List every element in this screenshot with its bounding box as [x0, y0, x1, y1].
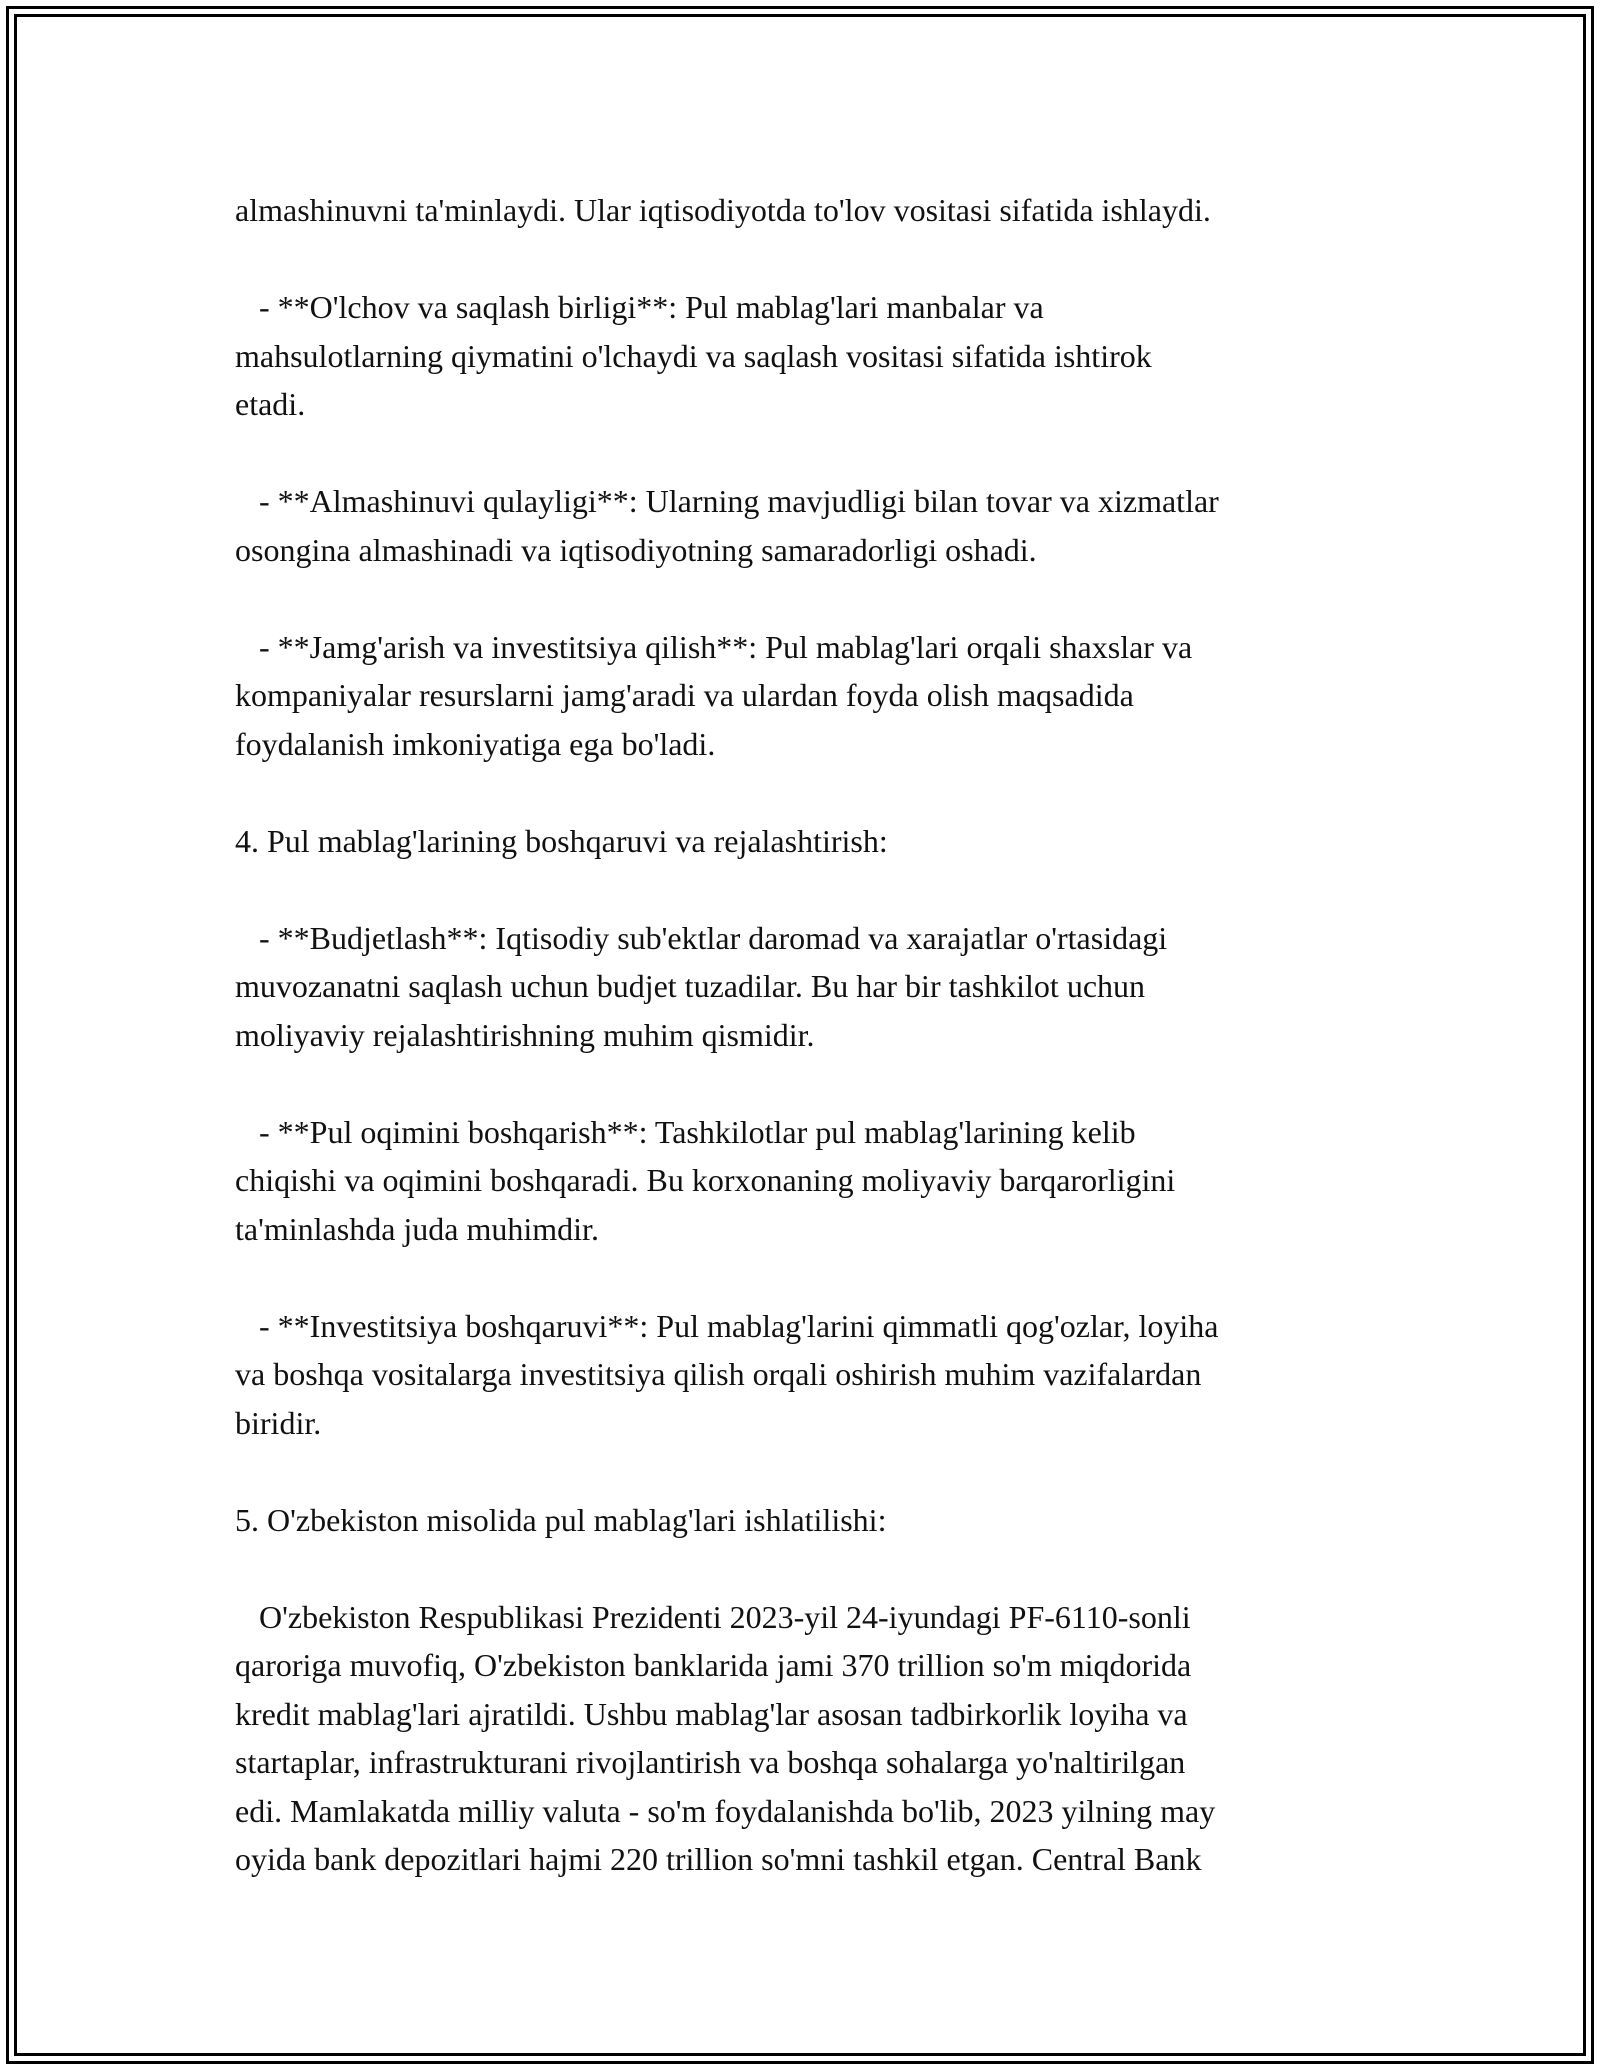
paragraph-cash-flow: - **Pul oqimini boshqarish**: Tashkilotlar pul mablag'larining kelib chiqishi va oqimini boshqaradi. Bu korxonaning moliyaviy barqarorligini ta'minlashda juda muhimdir.: [235, 1113, 1176, 1247]
paragraph-budgeting: - **Budjetlash**: Iqtisodiy sub'ektlar daromad va xarajatlar o'rtasidagi muvozanatni saqlash uchun budjet tuzadilar. Bu har bir tashkilot uchun moliyaviy rejalashtirishning muhim qismidir.: [235, 919, 1168, 1053]
paragraph-gap: [235, 1544, 1375, 1593]
paragraph-measure-store: - **O'lchov va saqlash birligi**: Pul mablag'lari manbalar va mahsulotlarning qiymatini o'lchaydi va saqlash vositasi sifatida ishtirok etadi.: [235, 289, 1152, 422]
paragraph-gap: [235, 1253, 1375, 1302]
paragraph-gap: [235, 429, 1375, 478]
paragraph-saving-investment: - **Jamg'arish va investitsiya qilish**: Pul mablag'lari orqali shaxslar va kompaniyalar resurslarni jamg'aradi va ulardan foyda olish maqsadida foydalanish imkoniyatiga ega bo'ladi.: [235, 628, 1193, 762]
paragraph-exchange-intro: almashinuvni ta'minlaydi. Ular iqtisodiyotda to'lov vositasi sifatida ishlaydi.: [235, 192, 1211, 228]
paragraph-gap: [235, 235, 1375, 284]
paragraph-investment-management: - **Investitsiya boshqaruvi**: Pul mablag'larini qimmatli qog'ozlar, loyiha va boshqa vositalarga investitsiya qilish orqali oshirish muhim vazifalardan biridir.: [235, 1307, 1219, 1441]
paragraph-gap: [235, 1059, 1375, 1108]
paragraph-gap: [235, 768, 1375, 817]
paragraph-uzbekistan-example: O'zbekiston Respublikasi Prezidenti 2023-yil 24-iyundagi PF-6110-sonli qaroriga muvofiq, O'zbekiston banklarida jami 370 trillion so'm miqdorida kredit mablag'lari ajratildi. Ushbu mablag'lar asosan tadbirkorlik loyiha va startaplar, infrastrukturani rivojlantirish va boshqa sohalarga yo'naltirilgan edi. Mamlakatda milliy valuta - so'm foydalanishda bo'lib, 2023 yilning may oyida bank depozitlari hajmi 220 trillion so'mni tashkil etgan. Central Bank: [235, 1598, 1216, 1877]
paragraph-gap: [235, 1447, 1375, 1496]
paragraph-exchange-convenience: - **Almashinuvi qulayligi**: Ularning mavjudligi bilan tovar va xizmatlar osongina almashinadi va iqtisodiyotning samaradorligi oshadi.: [235, 483, 1219, 568]
section-heading-5: 5. O'zbekiston misolida pul mablag'lari ishlatilishi:: [235, 1501, 887, 1538]
paragraph-gap: [235, 574, 1375, 623]
section-heading-4: 4. Pul mablag'larining boshqaruvi va rejalashtirish:: [235, 822, 888, 859]
paragraph-gap: [235, 865, 1375, 914]
document-body: [235, 186, 1375, 1884]
